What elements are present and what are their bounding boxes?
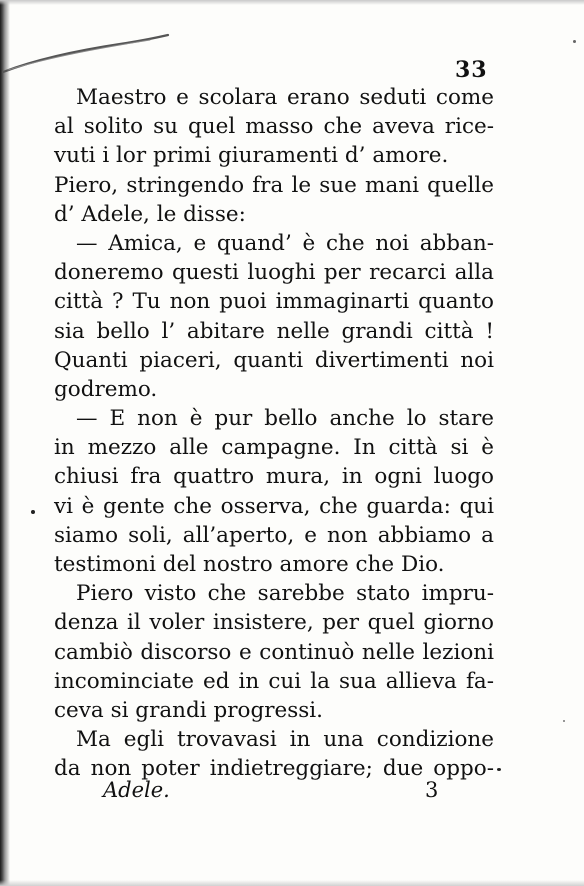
text-line: doneremo questi luoghi per recarci alla <box>54 260 494 286</box>
text-line: — E non è pur bello anche lo stare <box>76 406 494 432</box>
ink-speck <box>31 510 35 514</box>
text-line: al solito su quel masso che aveva rice- <box>54 114 494 140</box>
text-line: vuti i lor primi giuramenti d’ amore. <box>54 143 449 169</box>
text-line: incominciate ed in cui la sua allieva fa- <box>54 668 494 694</box>
page-binding-edge <box>0 0 10 886</box>
page-bottom-edge <box>0 880 584 886</box>
text-line: ceva si grandi progressi. <box>54 697 324 723</box>
body-text <box>54 83 494 784</box>
text-line: Piero, stringendo fra le sue mani quelle <box>54 172 494 198</box>
text-line: vi è gente che osserva, che guarda: qui <box>54 493 494 519</box>
text-line: testimoni del nostro amore che Dio. <box>54 552 445 577</box>
text-line: Ma egli trovavasi in una condizione <box>76 727 494 753</box>
text-line: sia bello l’ abitare nelle grandi città ! <box>54 318 494 344</box>
footer-signature-mark: 3 <box>425 778 439 802</box>
pen-stroke-mark <box>0 0 200 90</box>
page-number: 33 <box>455 57 488 83</box>
text-line: Piero visto che sarebbe stato impru- <box>76 581 494 607</box>
footer-running-title: Adele. <box>103 778 170 802</box>
page-footer <box>0 774 584 806</box>
ink-speck <box>497 768 501 771</box>
text-line: — Amica, e quand’ è che noi abban- <box>76 230 494 256</box>
text-line: città ? Tu non puoi immaginarti quanto <box>54 289 494 315</box>
text-line: cambiò discorso e continuò nelle lezioni <box>54 639 494 665</box>
ink-speck <box>573 40 576 43</box>
text-line: Maestro e scolara erano seduti come <box>76 85 494 110</box>
text-line: godremo. <box>54 376 158 402</box>
text-line: denza il voler insistere, per quel giorno <box>54 610 494 636</box>
text-line: chiusi fra quattro mura, in ogni luogo <box>54 464 494 490</box>
text-line: in mezzo alle campagne. In città si è <box>54 435 494 461</box>
text-line: d’ Adele, le disse: <box>54 201 246 227</box>
text-line: Quanti piaceri, quanti divertimenti noi <box>54 347 494 373</box>
ink-speck <box>563 720 565 722</box>
text-line: da non poter indietreggiare; due oppo- <box>54 756 494 782</box>
text-line: siamo soli, all’aperto, e non abbiamo a <box>54 522 494 548</box>
